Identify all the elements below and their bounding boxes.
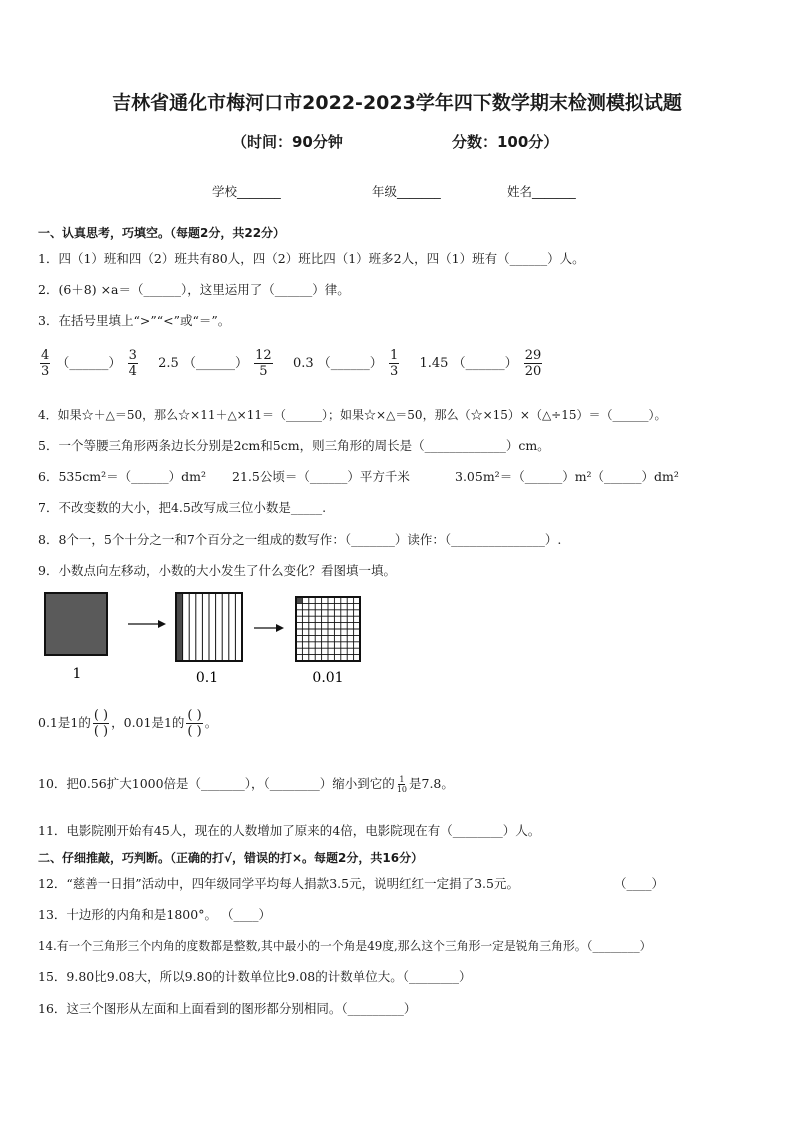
grade-field: 年级_______	[372, 184, 441, 199]
label-one: 1	[72, 666, 82, 682]
question-13: 13．十边形的内角和是1800°。 （____）	[38, 907, 271, 922]
fraction-1-10: $\frac{1}{10}$	[396, 775, 407, 794]
question-6c: 3.05m²＝（______）m²（______）dm²	[455, 469, 679, 484]
question-3: 3．在括号里填上“>”“<”或“＝”。	[38, 313, 231, 328]
question-15: 15．9.80比9.08大，所以9.80的计数单位比9.08的计数单位大。（________）	[38, 969, 472, 984]
label-tenth: 0.1	[195, 670, 219, 686]
value-1-45: 1.45	[419, 356, 449, 371]
question-5: 5．一个等腰三角形两条边长分别是2cm和5cm，则三角形的周长是（_____________）cm。	[38, 438, 550, 453]
q9-text-a: 0.1是1的	[38, 715, 91, 730]
answer-fraction-2: $\frac{( )}{( )}$	[187, 708, 202, 739]
fraction-4-3: $\frac{4}{3}$	[41, 348, 50, 379]
question-6a: 6．535cm²＝（______）dm²	[38, 469, 207, 484]
question-7: 7．不改变数的大小，把4.5改写成三位小数是_____.	[38, 500, 327, 515]
compare-blank: （______）	[182, 356, 248, 371]
fraction-1-3: $\frac{1}{3}$	[389, 348, 399, 379]
q9-text-b: ，0.01是1的	[111, 715, 185, 730]
value-0-3: 0.3	[292, 356, 314, 371]
tenths-square	[176, 593, 242, 661]
question-11: 11．电影院刚开始有45人，现在的人数增加了原来的4倍，电影院现在有（________）人。	[38, 823, 541, 838]
whole-square	[45, 593, 107, 655]
question-16: 16．这三个图形从左面和上面看到的图形都分别相同。（_________）	[38, 1001, 417, 1016]
question-2: 2．(6＋8) ×a＝（______），这里运用了（______）律。	[38, 282, 350, 297]
exam-time: （时间：90分钟	[232, 133, 343, 151]
q9-end: 。	[204, 715, 218, 730]
section2-heading: 二、仔细推敲，巧判断。（正确的打√，错误的打×。每题2分，共16分）	[38, 851, 424, 865]
fraction-29-20: $\frac{29}{20}$	[524, 348, 542, 379]
arrow-icon-2	[254, 624, 284, 632]
q10-text-b: 是7.8。	[409, 776, 454, 791]
question-10	[38, 775, 454, 794]
question-3-comparisons	[38, 348, 544, 379]
exam-title: 吉林省通化市梅河口市2022-2023学年四下数学期末检测模拟试题	[112, 92, 682, 114]
compare-blank: （______）	[56, 356, 122, 371]
exam-score: 分数：100分）	[452, 133, 559, 151]
question-12-blank: （____）	[614, 876, 665, 891]
school-field: 学校_______	[212, 184, 281, 199]
question-6b: 21.5公顷＝（______）平方千米	[232, 469, 410, 484]
fraction-12-5: $\frac{12}{5}$	[255, 348, 272, 379]
question-12: 12．“慈善一日捐”活动中，四年级同学平均每人捐款3.5元，说明红红一定捐了3.5元。	[38, 876, 519, 891]
decimal-grid-figure	[40, 588, 380, 688]
hundredths-square	[296, 597, 360, 661]
question-4: 4．如果☆＋△＝50，那么☆×11＋△×11＝（______）；如果☆×△＝50，那么（☆×15）×（△÷15）＝（______）。	[38, 408, 667, 422]
compare-blank: （______）	[452, 356, 518, 371]
answer-fraction-1: $\frac{( )}{( )}$	[93, 708, 109, 739]
label-hundredth: 0.01	[312, 670, 344, 686]
name-field: 姓名_______	[507, 184, 576, 199]
compare-blank: （______）	[317, 356, 383, 371]
question-9: 9．小数点向左移动，小数的大小发生了什么变化？看图填一填。	[38, 563, 396, 578]
section1-heading: 一、认真思考，巧填空。（每题2分，共22分）	[38, 226, 286, 240]
value-2-5: 2.5	[158, 356, 179, 371]
question-8: 8．8个一，5个十分之一和7个百分之一组成的数写作：（_______）读作：（_______________）.	[38, 532, 562, 547]
arrow-icon-1	[128, 620, 166, 628]
question-9-answer	[38, 708, 217, 739]
q10-text-a: 10．把0.56扩大1000倍是（_______），（________）缩小到它的	[38, 776, 395, 791]
fraction-3-4: $\frac{3}{4}$	[128, 348, 137, 379]
question-1: 1．四（1）班和四（2）班共有80人，四（2）班比四（1）班多2人，四（1）班有（______）人。	[38, 251, 585, 266]
question-14: 14.有一个三角形三个内角的度数都是整数,其中最小的一个角是49度,那么这个三角形一定是锐角三角形。（________）	[38, 939, 652, 953]
